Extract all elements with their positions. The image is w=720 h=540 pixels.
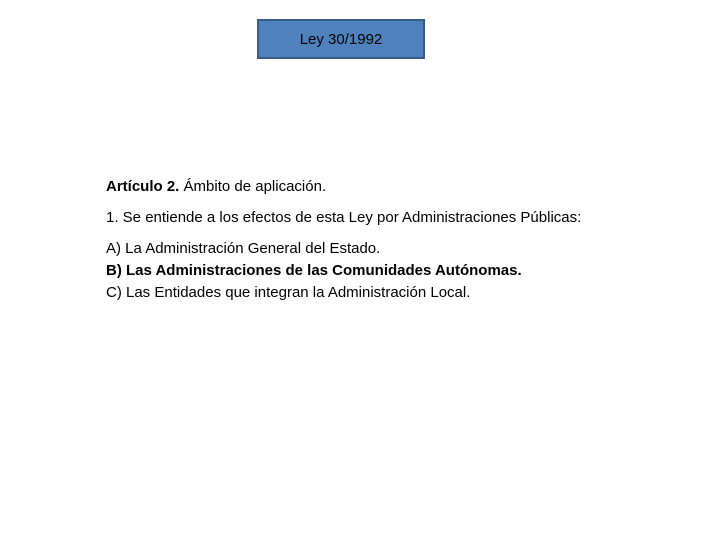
item-b [106,260,706,282]
slide-title: Ley 30/1992 [299,30,383,48]
article-heading-text: Ámbito de aplicación. [179,178,327,195]
title-box [257,19,425,59]
article-label: Artículo 2. [106,178,180,195]
item-a: A) La Administración General del Estado. [106,240,381,257]
item-b-text: B) Las Administraciones de las Comunidades Autónomas. [106,262,522,279]
paragraph-1: 1. Se entiende a los efectos de esta Ley por Administraciones Públicas: [106,209,582,226]
article-content [106,176,706,304]
item-c: C) Las Entidades que integran la Administración Local. [106,284,471,301]
article-heading [106,176,706,198]
